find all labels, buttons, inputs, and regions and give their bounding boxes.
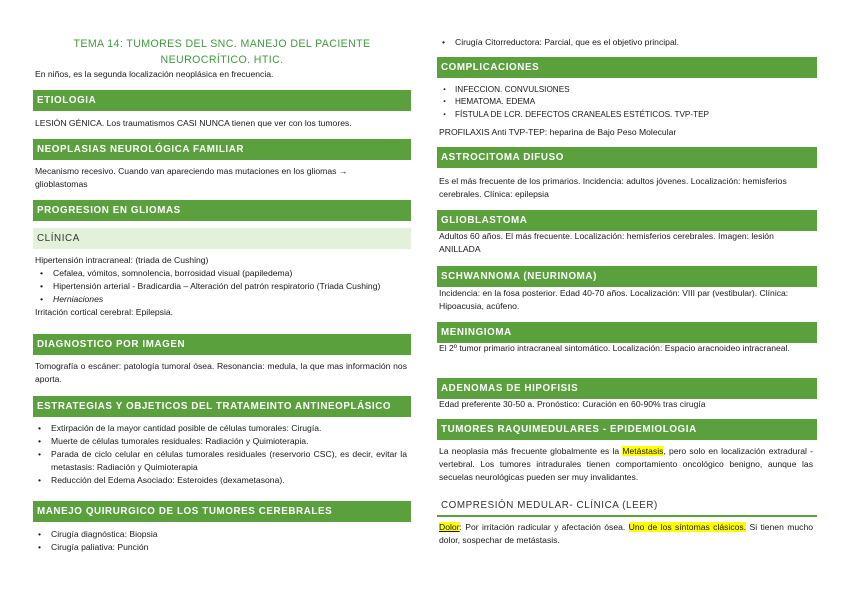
- section-header-complicaciones: COMPLICACIONES: [437, 57, 817, 78]
- schwannoma-text: Incidencia: en la fosa posterior. Edad 40-70 años. Localización: VIII par (vestibular). Clínica: Hipoacusia, acúfeno.: [439, 288, 789, 311]
- section-header-astrocitoma: ASTROCITOMA DIFUSO: [437, 147, 817, 168]
- section-header-schwannoma: SCHWANNOMA (NEURINOMA): [437, 266, 817, 287]
- citorreductora-list: [437, 36, 817, 49]
- section-header-diagnostico: DIAGNOSTICO POR IMAGEN: [33, 334, 411, 355]
- list-item: • Muerte de células tumorales residuales: Radiación y Quimioterapia.: [33, 435, 407, 448]
- section-header-etiologia: ETIOLOGIA: [33, 90, 411, 111]
- list-item: • Cirugía paliativa: Punción: [33, 541, 407, 554]
- diagnostico-text: Tomografía o escáner: patología tumoral ósea. Resonancia: medula, la que mas información nos aporta.: [35, 361, 407, 384]
- section-header-raquimedulares: TUMORES RAQUIMEDULARES - EPIDEMIOLOGIA: [437, 419, 817, 440]
- dolor-highlight: Dolor: [439, 522, 460, 532]
- intro-text: En niños, es la segunda localización neoplásica en frecuencia.: [35, 69, 274, 79]
- list-item: • Parada de ciclo celular en células tumorales residuales (reservorio CSC), es decir, evitar la metastasis: Radiación y Quimioterapia: [33, 448, 407, 474]
- section-header-familiar: NEOPLASIAS NEUROLÓGICA FAMILIAR: [33, 139, 411, 160]
- compresion-text-mid: : Por irritación radicular y afectación ósea.: [459, 522, 629, 532]
- clinica-line-hic: Hipertensión intracraneal: (triada de Cushing): [35, 255, 209, 265]
- list-item: • Extirpación de la mayor cantidad posible de células tumorales: Cirugía.: [33, 422, 407, 435]
- title-line-1: TEMA 14: TUMORES DEL SNC. MANEJO DEL PACIENTE: [73, 38, 371, 50]
- section-header-hipofisis: ADENOMAS DE HIPOFISIS: [437, 378, 817, 399]
- raquimedulares-text: [437, 445, 813, 484]
- sintomas-highlight: Uno de los síntomas clásicos.: [628, 522, 747, 532]
- glioblastoma-text: Adultos 60 años. El más frecuente. Localización: hemisferios cerebrales. Imagen: lesión ANILLADA: [439, 231, 774, 254]
- list-item: · FÍSTULA DE LCR. DEFECTOS CRANEALES ESTÉTICOS. TVP-TEP: [437, 109, 817, 121]
- profilaxis-text: PROFILAXIS Anti TVP-TEP: heparina de Bajo Peso Molecular: [439, 127, 677, 137]
- page-title: [33, 36, 411, 68]
- familiar-text: Mecanismo recesivo. Cuando van apareciendo mas mutaciones en los gliomas → glioblastomas: [35, 166, 348, 189]
- subheader-clinica: CLÍNICA: [33, 228, 411, 249]
- hipofisis-text: Edad preferente 30-50 a. Pronóstico: Curación en 60-90% tras cirugía: [439, 399, 706, 409]
- list-item: · INFECCION. CONVULSIONES: [437, 84, 817, 96]
- raquimedulares-text-post: , pero solo en localización extradural - vertebral. Los tumores intradurales tienen comportamiento oncológico benigno, aunque las secuelas neurológicas pueden ser muy invalidantes.: [439, 446, 814, 482]
- list-item: • Cirugía Citorreductora: Parcial, que es el objetivo principal.: [437, 36, 817, 49]
- section-header-estrategias: ESTRATEGIAS Y OBJETICOS DEL TRATAMEINTO ANTINEOPLÁSICO: [33, 396, 411, 417]
- astrocitoma-text: Es el más frecuente de los primarios. Incidencia: adultos jóvenes. Localización: hemisferios cerebrales. Clínica: epilepsia: [439, 176, 787, 199]
- list-item: • Cirugía diagnóstica: Biopsia: [33, 528, 407, 541]
- section-header-glioblastoma: GLIOBLASTOMA: [437, 210, 817, 231]
- compresion-text-post: Si tienen mucho dolor, sospechar de metástasis.: [439, 522, 813, 545]
- list-item: • Hipertensión arterial - Bradicardia – Alteración del patrón respiratorio (Triada Cushing): [35, 280, 411, 293]
- metastasis-highlight: Metástasis: [622, 446, 664, 456]
- estrategias-list: [33, 422, 407, 486]
- clinica-line-epilepsia: Irritación cortical cerebral: Epilepsia.: [35, 306, 174, 317]
- section-header-compresion: COMPRESIÓN MEDULAR- CLÍNICA (LEER): [437, 496, 817, 517]
- section-header-progresion: PROGRESION EN GLIOMAS: [33, 200, 411, 221]
- meningioma-text: El 2º tumor primario intracraneal sintomático. Localización: Espacio aracnoideo intracraneal.: [439, 343, 790, 353]
- section-header-manejo: MANEJO QUIRURGICO DE LOS TUMORES CEREBRALES: [33, 501, 411, 522]
- list-item: • Reducción del Edema Asociado: Esteroides (dexametasona).: [33, 474, 407, 487]
- title-line-2: NEUROCRÍTICO. HTIC.: [160, 54, 284, 66]
- clinica-block: [33, 254, 411, 318]
- etiologia-text: LESIÓN GÉNICA. Los traumatismos CASI NUNCA tienen que ver con los tumores.: [35, 118, 352, 128]
- section-header-meningioma: MENINGIOMA: [437, 322, 817, 343]
- list-item: · HEMATOMA. EDEMA: [437, 96, 817, 108]
- complicaciones-list: [437, 84, 817, 121]
- raquimedulares-text-pre: La neoplasia más frecuente globalmente es la: [439, 446, 623, 456]
- list-item: • Herniaciones: [35, 293, 411, 306]
- compresion-text: [437, 521, 813, 547]
- manejo-list: [33, 528, 407, 554]
- clinica-list: [35, 267, 411, 306]
- list-item: • Cefalea, vómitos, somnolencia, borrosidad visual (papiledema): [35, 267, 411, 280]
